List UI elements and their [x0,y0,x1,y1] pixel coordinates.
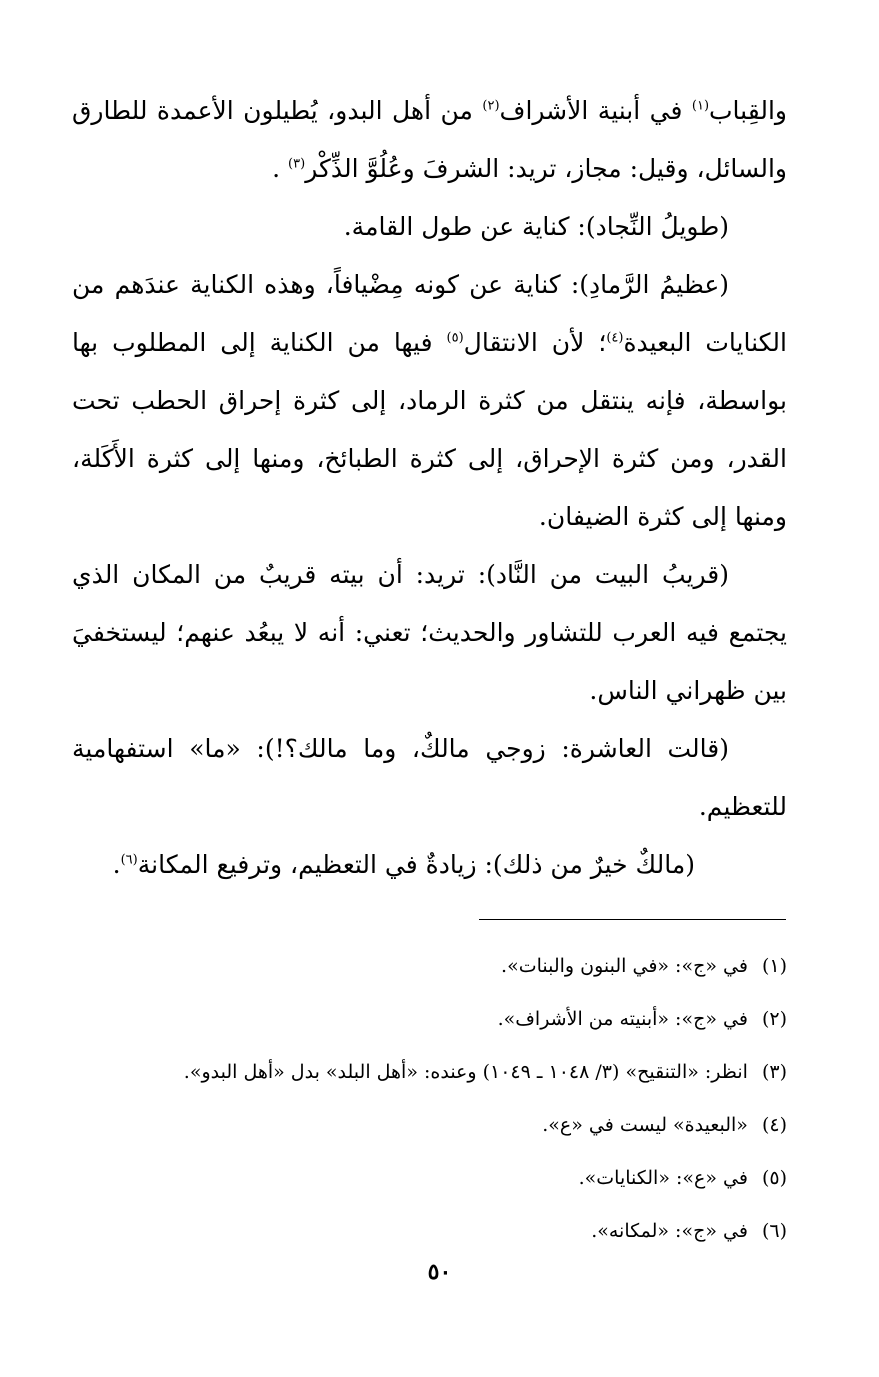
footnote-6 [72,1205,787,1258]
paragraph-azim-ar-ramad: (عظيمُ الرَّمادِ): كناية عن كونه مِضْيافاً، وهذه الكناية عندَهم من الكنايات البعيدة$^{(٤)}$؛ لأن الانتقال$^{(٥)}$ فيها من الكناية إلى المطلوب بها بواسطة، فإنه ينتقل من كثرة الرماد، إلى كثرة إحراق الحطب تحت القدر، ومن كثرة الإحراق، إلى كثرة الطبائخ، ومنها إلى كثرة الأَكَلة، ومنها إلى كثرة الضيفان. [72,270,787,531]
footnote-4 [72,1099,787,1152]
footnote-5 [72,1152,787,1205]
footnote-text: «البعيدة» ليست في «ع». [542,1114,748,1136]
footnote-number: (٦) [761,1220,787,1242]
footnote-text: في «ج»: «أبنيته من الأشراف». [497,1008,748,1030]
paragraph-al-ashira: (قالت العاشرة: زوجي مالكٌ، وما مالك؟!): «ما» استفهامية للتعظيم. [72,734,787,821]
footnote-ref-3[interactable]: (٣) [288,156,306,172]
footnote-number: (٣) [761,1061,787,1083]
footnote-number: (١) [761,955,787,977]
footnote-2 [72,993,787,1046]
footnote-number: (٢) [761,1008,787,1030]
footnote-number: (٤) [761,1114,787,1136]
footnote-text: في «ج»: «لمكانه». [591,1220,748,1242]
paragraph-tawil-an-nijad: (طويلُ النِّجاد): كناية عن طول القامة. [343,212,729,241]
footnote-number: (٥) [761,1167,787,1189]
main-text [72,82,787,894]
footnotes [72,940,787,1258]
footnote-ref-2[interactable]: (٢) [482,98,500,114]
footnote-text: انظر: «التنقيح» (٣/ ١٠٤٨ ـ ١٠٤٩) وعنده: «أهل البلد» بدل «أهل البدو». [183,1061,748,1083]
footnote-ref-1[interactable]: (١) [691,98,710,114]
footnote-separator [479,919,786,920]
footnote-ref-4[interactable]: (٤) [606,330,624,346]
paragraph-qibab: والقِباب$^{(١)}$ في أبنية الأشراف$^{(٢)}$ من أهل البدو، يُطيلون الأعمدة للطارق والسائل، وقيل: مجاز، تريد: الشرفَ وعُلُوَّ الذِّكْر$^{(٣)}$ . [72,96,787,183]
footnote-1 [72,940,787,993]
footnote-text: في «ع»: «الكنايات». [578,1167,748,1189]
paragraph-qarib-al-bayt: (قريبُ البيت من النَّاد): تريد: أن بيته قريبٌ من المكان الذي يجتمع فيه العرب للتشاور والحديث؛ تعني: أنه لا يبعُد عنهم؛ ليستخفيَ بين ظهراني الناس. [72,560,787,705]
footnote-text: في «ج»: «في البنون والبنات». [501,955,748,977]
page-number: ٥٠ [427,1259,452,1285]
paragraph-malik-khayr: (مالكٌ خيرٌ من ذلك): زيادةٌ في التعظيم، وترفيع المكانة$^{(٦)}$. [112,850,695,879]
footnote-3 [72,1046,787,1099]
footnote-ref-5[interactable]: (٥) [446,330,464,346]
footnote-ref-6[interactable]: (٦) [120,852,138,868]
